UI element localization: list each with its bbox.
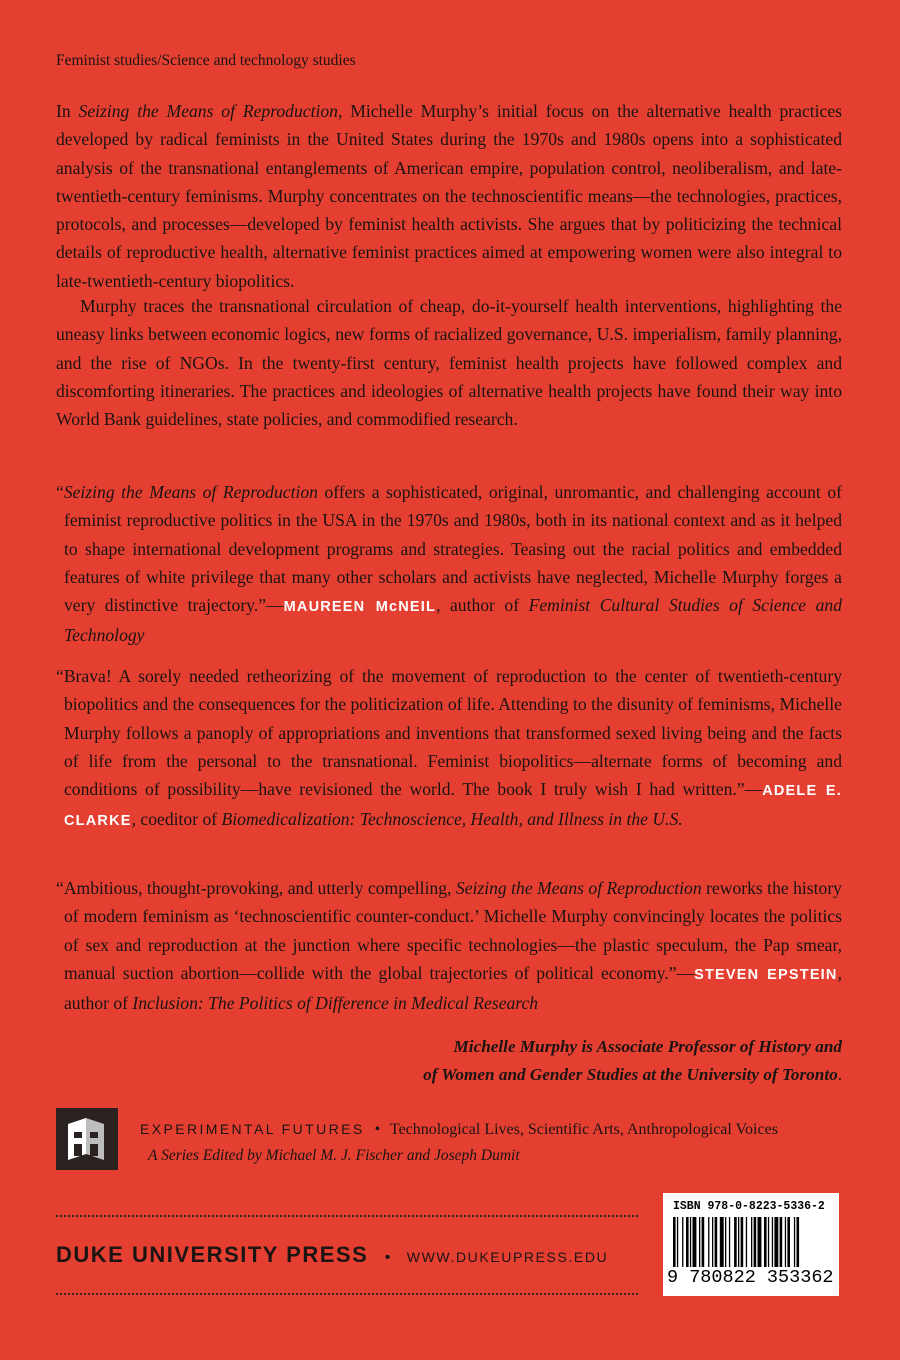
author-work: Feminist Cultural Studies of Science and Technology [64, 595, 842, 646]
author-role: , coeditor of [131, 809, 222, 830]
open-quote: “ [56, 666, 64, 686]
isbn-label: ISBN 978-0-8223-5336-2 [673, 1200, 825, 1213]
blurb-text: reworks the history of modern feminism as ‘technoscientific counter-conduct.’ Michelle Murphy convincingly locates the politics of sex and reproduction at the junction where specific technologies—the plastic speculum, the Pap smear, manual suction abortion—collide with the global trajectories of political economy.”— [64, 878, 842, 983]
open-quote: “ [56, 878, 64, 898]
description-paragraph-1 [56, 97, 842, 295]
blurb-text-lead: Ambitious, thought-provoking, and utterly compelling, [63, 878, 456, 898]
blurb-author: STEVEN EPSTEIN [694, 966, 838, 983]
publisher-bullet: • [384, 1249, 391, 1266]
lead-text: In [56, 101, 79, 121]
blurb-clarke [56, 662, 842, 836]
bio-line-1: Michelle Murphy is Associate Professor of History and [453, 1037, 842, 1056]
author-work: Biomedicalization: Technoscience, Health, and Illness in the U.S. [221, 809, 683, 830]
blurb-text: offers a sophisticated, original, unromantic, and challenging account of feminist reproductive politics in the USA in the 1970s and 1980s, both in its national context and as it helped to shape international development programs and strategies. Teasing out the racial politics and embedded features of white privilege that many other scholars and activists have neglected, Michelle Murphy forges a very distinctive trajectory.”— [64, 482, 842, 616]
book-title: Seizing the Means of Reproduction [63, 482, 318, 502]
isbn-barcode [663, 1193, 839, 1296]
bio-line-2: of Women and Gender Studies at the University of Toronto. [423, 1065, 842, 1084]
series-title-line [140, 1121, 778, 1139]
blurb-text: Brava! A sorely needed retheorizing of the movement of reproduction to the center of twentieth-century biopolitics and the consequences for the politicization of life. Attending to the disunity of feminisms, Michelle Murphy follows a panoply of appropriations and inventions that transformed sexed living being and the facts of life from the personal to the transnational. Feminist biopolitics—alternate forms of becoming and conditions of possibility—have revisioned the world. The book I truly wish I had written.”— [63, 666, 842, 800]
paragraph-text: , Michelle Murphy’s initial focus on the alternative health practices developed by radical feminists in the United States during the 1970s and 1980s opens into a sophisticated analysis of the transnational entanglements of American empire, population control, neoliberalism, and late-twentieth-century feminisms. Murphy concentrates on the technoscientific means—the technologies, practices, protocols, and processes—developed by feminist health activists. She argues that by politicizing the technical details of reproductive health, alternative feminist practices aimed at empowering women were also integral to late-twentieth-century biopolitics. [56, 101, 842, 291]
blurb-author: MAUREEN McNEIL [283, 599, 437, 616]
publisher-name: DUKE UNIVERSITY PRESS [56, 1242, 369, 1267]
series-bullet: • [374, 1121, 381, 1138]
series-name: EXPERIMENTAL FUTURES [140, 1121, 365, 1137]
author-role: , author of [64, 962, 842, 1014]
author-work: Inclusion: The Politics of Difference in Medical Research [132, 993, 539, 1014]
publisher-line [56, 1242, 608, 1268]
series-subtitle: Technological Lives, Scientific Arts, Anthropological Voices [389, 1121, 778, 1138]
publisher-url[interactable]: WWW.DUKEUPRESS.EDU [406, 1249, 609, 1265]
barcode-number: 9 780822 353362 [667, 1267, 834, 1288]
series-editors: A Series Edited by Michael M. J. Fischer and Joseph Dumit [148, 1147, 520, 1164]
book-title: Seizing the Means of Reproduction [455, 878, 702, 898]
blurb-mcneil [56, 478, 842, 650]
divider-bottom [56, 1293, 638, 1295]
author-bio [242, 1033, 842, 1089]
divider-top [56, 1215, 638, 1217]
barcode-bars-icon [671, 1217, 831, 1269]
category-label: Feminist studies/Science and technology studies [56, 52, 356, 69]
description-paragraph-2: Murphy traces the transnational circulation of cheap, do-it-yourself health interventions, highlighting the uneasy links between economic logics, new forms of racialized governance, U.S. imperialism, family planning, and the rise of NGOs. In the twenty-first century, feminist health projects have followed complex and discomforting itineraries. The practices and ideologies of alternative health projects have found their way into World Bank guidelines, state policies, and commodified research. [56, 296, 842, 430]
author-role: , author of [436, 595, 529, 616]
blurb-author: ADELE E. CLARKE [64, 783, 842, 830]
book-title: Seizing the Means of Reproduction [78, 101, 338, 121]
series-logo-icon [56, 1108, 118, 1170]
blurb-epstein [56, 874, 842, 1017]
open-quote: “ [56, 482, 64, 502]
